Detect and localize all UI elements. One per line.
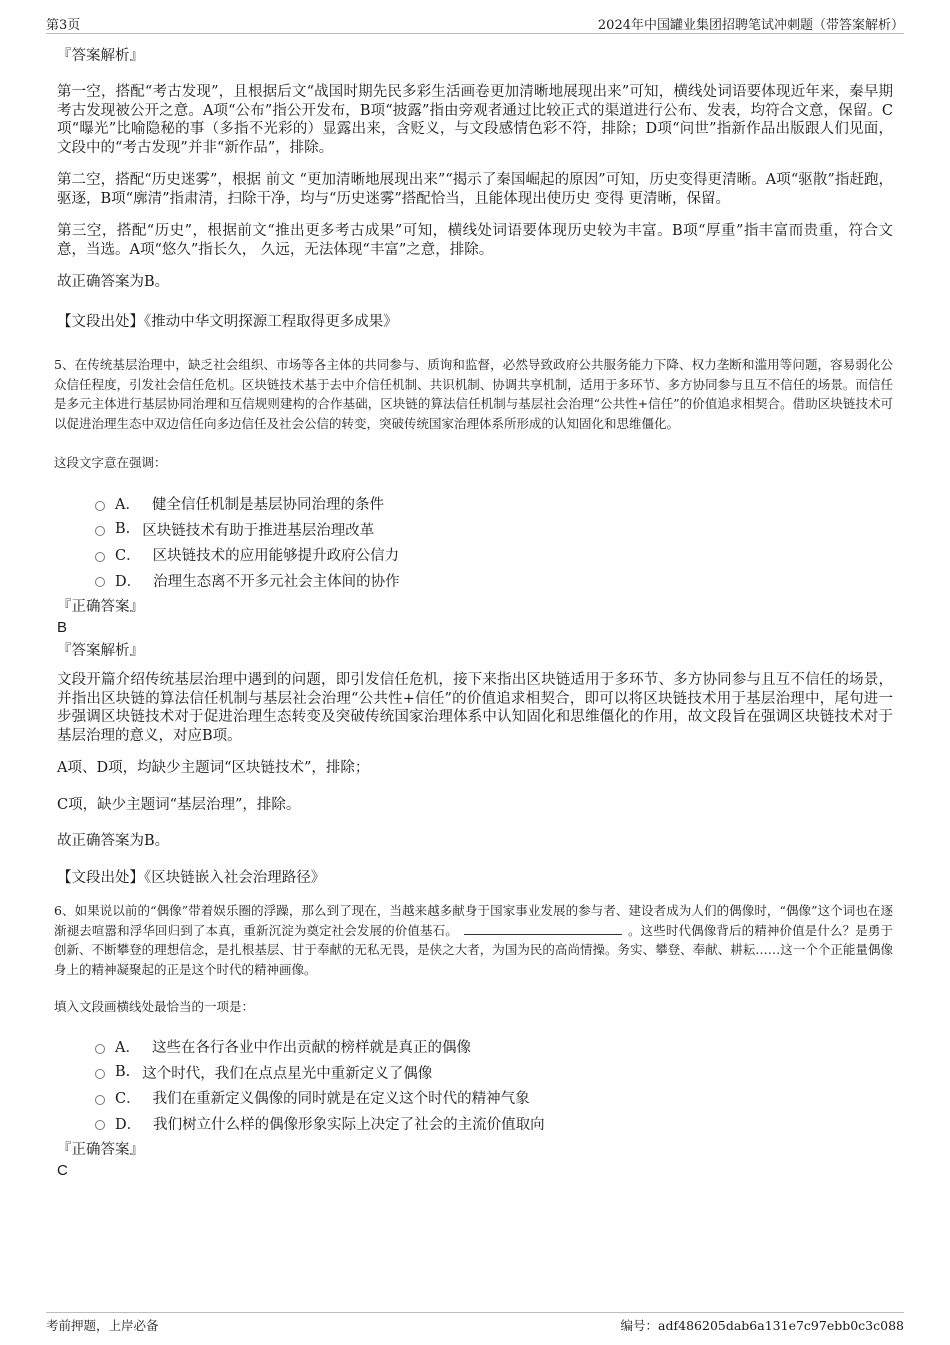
option-list <box>95 491 893 593</box>
analysis-paragraph: C项，缺少主题词“基层治理”，排除。 <box>57 796 301 813</box>
stem-text-after-blank: 。这些时代偶像背后的精神价值是什么？是勇于创新、不断攀登的理想信念，是扎根基层、甘于奉献的无私无畏，是侠之大者，为国为民的高尚情操。务实、攀登、奉献、耕耘……这一个个正能量偶像身上的精神凝聚起的正是这个时代的精神画像。 <box>54 922 893 977</box>
option-letter: A． <box>115 497 140 514</box>
option-letter: C． <box>115 548 141 565</box>
option-text: 健全信任机制是基层协同治理的条件 <box>151 497 384 514</box>
document-id: 编号：adf486205dab6a131e7c97ebb0c3c088 <box>620 1318 904 1333</box>
footer-slogan: 考前押题，上岸必备 <box>46 1318 159 1333</box>
answer-conclusion: 故正确答案为B。 <box>57 274 170 290</box>
option-text: 区块链技术有助于推进基层治理改革 <box>142 522 375 539</box>
analysis-paragraph: 第二空，搭配“历史迷雾”，根据 前文 “更加清晰地展现出来”“揭示了秦国崛起的原因”可知，历史变得更清晰。A项“驱散”指赶跑，驱逐，B项“廓清”指肃清，扫除干净，均与“历史迷雾”搭配恰当，且能体现出使历史 变得 更清晰，保留。 <box>57 172 893 207</box>
radio-button[interactable] <box>95 1069 105 1079</box>
option-letter: D． <box>115 573 142 590</box>
radio-button[interactable] <box>95 501 105 511</box>
option-d[interactable] <box>95 1111 893 1137</box>
question-prompt: 填入文段画横线处最恰当的一项是： <box>54 999 255 1014</box>
passage-source: 【文段出处】《区块链嵌入社会治理路径》 <box>57 869 326 886</box>
question-stem: 5、在传统基层治理中，缺乏社会组织、市场等各主体的共同参与、质询和监督，必然导致政府公共服务能力下降、权力垄断和滥用等问题，容易弱化公众信任程度，引发社会信任危机。区块链技术基于去中介信任机制、共识机制、协调共享机制，适用于多环节、多方协同参与且互不信任的场景。而信任是多元主体进行基层协同治理和互信规则建构的合作基础，区块链的算法信任机制与基层社会治理“公共性+信任”的价值追求相契合。借助区块链技术可以促进治理生态中双边信任向多边信任及社会公信的转变，突破传统国家治理体系所形成的认知固化和思维僵化。 <box>54 357 893 431</box>
correct-answer-label: 『正确答案』 <box>57 599 144 615</box>
option-letter: B. <box>115 1064 131 1081</box>
stem-text-before-blank: 6、如果说以前的“偶像”带着娱乐圈的浮躁，那么到了现在，当越来越多献身于国家事业发展的参与者、建设者成为人们的偶像时，“偶像”这个词也在逐渐褪去喧嚣和浮华回归到了本真，重新沉淀为奠定社会发展的价值基石。 <box>54 903 893 938</box>
analysis-paragraph: A项、D项，均缺少主题词“区块链技术”，排除； <box>57 760 370 776</box>
radio-button[interactable] <box>95 577 105 587</box>
option-text: 治理生态离不开多元社会主体间的协作 <box>153 573 400 590</box>
correct-answer: B <box>57 619 68 636</box>
correct-answer-label: 『正确答案』 <box>57 1142 144 1158</box>
option-text: 这个时代，我们在点点星光中重新定义了偶像 <box>142 1065 433 1082</box>
correct-answer: C <box>57 1162 68 1179</box>
fill-in-blank <box>464 923 622 935</box>
option-letter: D． <box>115 1116 142 1133</box>
passage-source: 【文段出处】《推动中华文明探源工程取得更多成果》 <box>57 313 398 330</box>
analysis-paragraph: 第三空，搭配“历史”，根据前文“推出更多考古成果”可知，横线处词语要体现历史较为丰富。B项“厚重”指丰富而贵重，符合文意，当选。A项“悠久”指长久， 久远，无法体现“丰富”之意，排除。 <box>57 223 893 258</box>
option-a[interactable] <box>95 491 893 517</box>
option-text: 我们在重新定义偶像的同时就是在定义这个时代的精神气象 <box>152 1091 530 1108</box>
option-list <box>95 1034 893 1136</box>
document-title: 2024年中国罐业集团招聘笔试冲刺题（带答案解析） <box>597 18 904 33</box>
analysis-paragraph: 第一空，搭配“考古发现”，且根据后文“战国时期先民多彩生活画卷更加清晰地展现出来”可知，横线处词语要体现近年来，秦早期考古发现被公开之意。A项“公布”指公开发布，B项“披露”指由旁观者通过比较正式的渠道进行公布、发表，均符合文意，保留。C项“曝光”比喻隐秘的事（多指不光彩的）显露出来，含贬义，与文段感情色彩不符，排除；D项“问世”指新作品出版跟人们见面，文段中的“考古发现”并非“新作品”，排除。 <box>57 84 893 156</box>
option-letter: A． <box>115 1040 140 1057</box>
option-text: 我们树立什么样的偶像形象实际上决定了社会的主流价值取向 <box>153 1116 545 1133</box>
option-b[interactable] <box>95 517 893 543</box>
radio-button[interactable] <box>95 1120 105 1130</box>
option-letter: B. <box>115 521 131 538</box>
analysis-label: 『答案解析』 <box>57 48 144 64</box>
page-footer <box>46 1312 904 1332</box>
radio-button[interactable] <box>95 526 105 536</box>
option-letter: C． <box>115 1091 141 1108</box>
analysis-label: 『答案解析』 <box>57 643 144 659</box>
option-c[interactable] <box>95 1085 893 1111</box>
option-c[interactable] <box>95 542 893 568</box>
option-a[interactable] <box>95 1034 893 1060</box>
page-number: 第3页 <box>46 18 81 33</box>
page-header <box>46 12 904 34</box>
option-text: 区块链技术的应用能够提升政府公信力 <box>152 548 400 565</box>
answer-conclusion: 故正确答案为B。 <box>57 833 170 849</box>
radio-button[interactable] <box>95 1095 105 1105</box>
question-stem <box>54 901 893 979</box>
option-d[interactable] <box>95 568 893 594</box>
page-content <box>54 43 893 1184</box>
option-text: 这些在各行各业中作出贡献的榜样就是真正的偶像 <box>151 1040 471 1057</box>
radio-button[interactable] <box>95 552 105 562</box>
question-prompt: 这段文字意在强调： <box>54 455 167 470</box>
radio-button[interactable] <box>95 1044 105 1054</box>
analysis-paragraph: 文段开篇介绍传统基层治理中遇到的问题，即引发信任危机，接下来指出区块链适用于多环节、多方协同参与且互不信任的场景，并指出区块链的算法信任机制与基层社会治理“公共性+信任”的价值追求相契合，即可以将区块链技术用于基层治理中，尾句进一步强调区块链技术对于促进治理生态转变及突破传统国家治理体系中认知固化和思维僵化的作用，故文段旨在强调区块链技术对于基层治理的意义，对应B项。 <box>57 672 893 744</box>
option-b[interactable] <box>95 1060 893 1086</box>
